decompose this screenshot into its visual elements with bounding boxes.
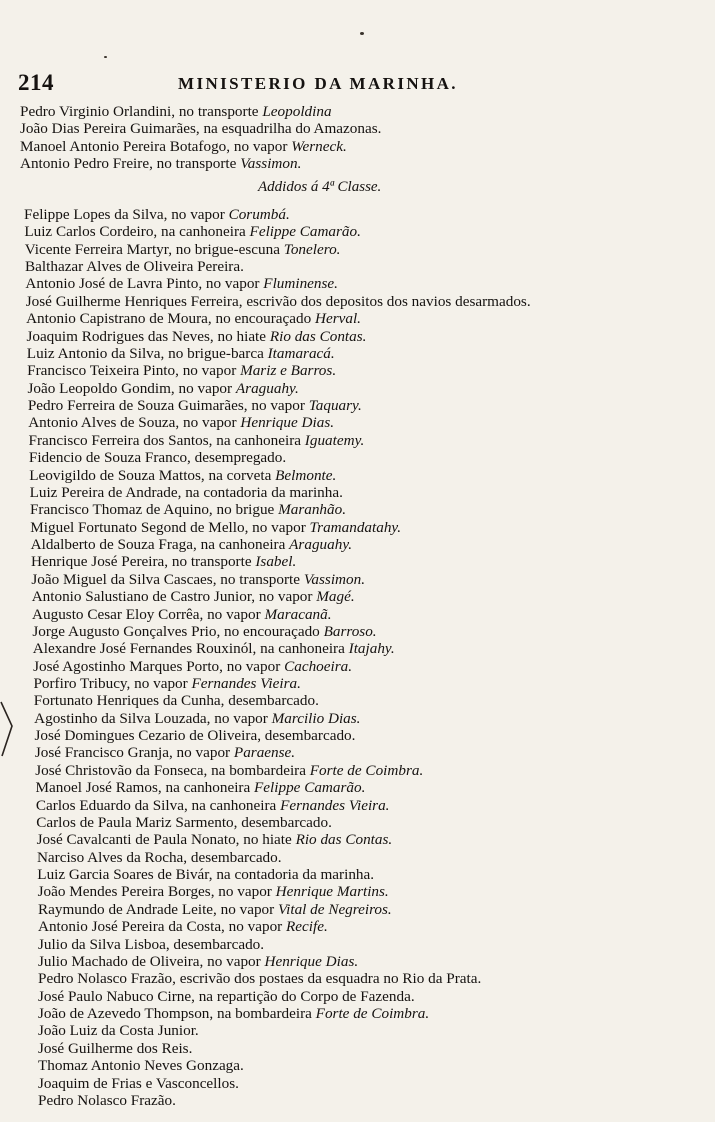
vessel-name: Vassimon. xyxy=(303,570,366,588)
entry-line xyxy=(35,744,295,761)
vessel-name: Leopoldina xyxy=(262,103,332,120)
entry-line xyxy=(38,901,392,918)
vessel-name: Henrique Dias. xyxy=(264,952,359,970)
page-header xyxy=(18,70,488,96)
entry-line xyxy=(30,519,401,536)
entry-text: Miguel Fortunato Segond de Mello, no vapor xyxy=(30,518,310,536)
entry-text: Henrique José Pereira, no transporte xyxy=(31,553,256,571)
entry-text: Jorge Augusto Gonçalves Prio, no encouraçado xyxy=(32,622,324,640)
entry-text: José Cavalcanti de Paula Nonato, no hiate xyxy=(36,831,296,849)
entry-text: João Miguel da Silva Cascaes, no transporte xyxy=(31,570,304,588)
entry-text: Antonio José de Lavra Pinto, no vapor xyxy=(25,275,264,293)
entry-text: João de Azevedo Thompson, na bombardeira xyxy=(38,1005,316,1023)
entry-line xyxy=(27,345,335,362)
entry-line xyxy=(24,223,361,240)
entry-text: José Francisco Granja, no vapor xyxy=(34,744,234,762)
entry-text: Pedro Nolasco Frazão, escrivão dos postaes da esquadra no Rio da Prata. xyxy=(38,970,482,988)
entry-line xyxy=(38,1022,199,1039)
entry-text: Pedro Ferreira de Souza Guimarães, no vapor xyxy=(27,397,309,415)
entry-line xyxy=(38,970,481,987)
vessel-name: Maranhão. xyxy=(278,501,347,519)
entry-text: Augusto Cesar Eloy Corrêa, no vapor xyxy=(32,605,265,623)
vessel-name: Herval. xyxy=(315,310,361,328)
vessel-name: Magé. xyxy=(316,588,355,606)
entry-line xyxy=(28,414,334,431)
entry-text: Luiz Pereira de Andrade, na contadoria da marinha. xyxy=(29,483,343,501)
entry-line xyxy=(30,484,343,501)
vessel-name: Belmonte. xyxy=(275,466,337,484)
entry-text: Antonio Capistrano de Moura, no encouraçado xyxy=(26,310,315,328)
entry-text: João Luiz da Costa Junior. xyxy=(38,1022,199,1040)
vessel-name: Araguahy. xyxy=(235,379,299,397)
entry-text: Aldalberto de Souza Fraga, na canhoneira xyxy=(30,536,290,554)
entry-line xyxy=(32,606,331,623)
vessel-name: Forte de Coimbra. xyxy=(309,761,424,779)
entry-line xyxy=(38,1092,176,1109)
entry-text: João Mendes Pereira Borges, no vapor xyxy=(37,883,276,901)
vessel-name: Araguahy. xyxy=(289,536,353,554)
entry-text: Julio da Silva Lisboa, desembarcado. xyxy=(38,935,265,953)
entry-line xyxy=(35,727,356,744)
entry-line xyxy=(26,328,366,345)
entry-text: Luiz Carlos Cordeiro, na canhoneira xyxy=(24,223,250,241)
entry-text: José Agostinho Marques Porto, no vapor xyxy=(33,657,285,675)
entry-text: Francisco Thomaz de Aquino, no brigue xyxy=(29,501,279,519)
entry-line xyxy=(27,362,336,379)
vessel-name: Itamaracá. xyxy=(267,344,335,362)
entry-line xyxy=(36,814,332,831)
vessel-name: Recife. xyxy=(286,918,328,936)
vessel-name: Paraense. xyxy=(233,744,296,762)
entry-line xyxy=(33,640,395,657)
entry-line xyxy=(33,658,352,675)
entry-text: José Paulo Nabuco Cirne, na repartição do Corpo de Fazenda. xyxy=(38,987,415,1005)
entry-text: Luiz Garcia Soares de Bivár, na contadoria da marinha. xyxy=(37,866,375,884)
entry-line xyxy=(38,1005,429,1022)
entry-text: Manoel Antonio Pereira Botafogo, no vapor xyxy=(20,137,292,155)
entry-text: Pedro Nolasco Frazão. xyxy=(38,1091,176,1109)
vessel-name: Tonelero. xyxy=(283,240,341,258)
entry-text: José Domingues Cezario de Oliveira, desembarcado. xyxy=(34,727,356,745)
entry-text: Porfiro Tribucy, no vapor xyxy=(33,674,192,692)
entry-text: João Leopoldo Gondim, no vapor xyxy=(27,379,236,397)
entry-line xyxy=(29,432,365,449)
entry-text: José Guilherme dos Reis. xyxy=(38,1039,193,1057)
vessel-name: Mariz e Barros. xyxy=(240,362,337,380)
entry-line xyxy=(26,310,361,327)
entry-line xyxy=(38,1057,244,1074)
entry-text: José Christovão da Fonseca, na bombardeira xyxy=(35,761,310,779)
entry-line xyxy=(32,588,355,605)
entry-text: José Guilherme Henriques Ferreira, escrivão dos depositos dos navios desarmados. xyxy=(25,292,531,310)
entry-line xyxy=(28,380,299,397)
vessel-name: Corumbá. xyxy=(228,206,290,223)
entry-line xyxy=(20,155,301,172)
vessel-name: Henrique Dias. xyxy=(240,414,335,432)
page-number: 214 xyxy=(18,70,54,95)
entry-text: Agostinho da Silva Louzada, no vapor xyxy=(34,709,272,727)
entry-text: Pedro Virginio Orlandini, no transporte xyxy=(20,103,263,120)
entry-text: Carlos de Paula Mariz Sarmento, desembarcado. xyxy=(36,813,332,831)
entry-text: Joaquim Rodrigues das Neves, no hiate xyxy=(26,327,270,345)
vessel-name: Fernandes Vieira. xyxy=(280,796,390,814)
entry-line xyxy=(36,779,366,796)
entry-line xyxy=(33,675,300,692)
entry-text: Manoel José Ramos, na canhoneira xyxy=(35,779,255,797)
vessel-name: Felippe Camarão. xyxy=(249,223,361,241)
entry-line xyxy=(25,275,338,292)
vessel-name: Rio das Contas. xyxy=(269,327,367,345)
entry-text: Alexandre José Fernandes Rouxinól, na canhoneira xyxy=(32,640,349,658)
entry-text: Thomaz Antonio Neves Gonzaga. xyxy=(38,1057,244,1075)
vessel-name: Isabel. xyxy=(255,553,297,571)
entry-line xyxy=(28,397,362,414)
entry-text: Francisco Teixeira Pinto, no vapor xyxy=(27,362,241,380)
entry-text: Julio Machado de Oliveira, no vapor xyxy=(38,952,265,970)
vessel-name: Cachoeira. xyxy=(284,657,353,675)
vessel-name: Fluminense. xyxy=(263,275,338,293)
entry-line xyxy=(31,571,365,588)
entry-text: João Dias Pereira Guimarães, na esquadrilha do Amazonas. xyxy=(20,120,382,138)
vessel-name: Werneck. xyxy=(291,137,347,155)
vessel-name: Barroso. xyxy=(323,622,377,640)
section-heading: Addidos á 4ª Classe. xyxy=(258,179,382,195)
entry-line xyxy=(36,797,390,814)
vessel-name: Maracanã. xyxy=(264,605,332,623)
entry-line xyxy=(25,241,341,258)
vessel-name: Tramandatahy. xyxy=(309,518,402,536)
entry-line xyxy=(26,293,531,310)
entry-text: Luiz Antonio da Silva, no brigue-barca xyxy=(26,344,268,362)
entry-line xyxy=(34,710,360,727)
vessel-name: Itajahy. xyxy=(348,640,395,658)
entry-line xyxy=(30,501,346,518)
vessel-name: Taquary. xyxy=(308,397,362,415)
entry-line xyxy=(38,918,328,935)
entry-line xyxy=(29,467,336,484)
entry-text: Antonio Salustiano de Castro Junior, no vapor xyxy=(31,588,317,606)
entry-line xyxy=(20,103,332,120)
vessel-name: Vassimon. xyxy=(240,155,302,173)
entry-line xyxy=(38,936,264,953)
entry-line xyxy=(38,1075,239,1092)
vessel-name: Iguatemy. xyxy=(304,431,365,449)
entry-text: Vicente Ferreira Martyr, no brigue-escuna xyxy=(24,240,284,258)
entry-text: Joaquim de Frias e Vasconcellos. xyxy=(38,1074,239,1092)
entry-text: Balthazar Alves de Oliveira Pereira. xyxy=(25,258,244,276)
entry-line xyxy=(20,138,347,155)
entry-line xyxy=(24,206,290,223)
entry-line xyxy=(38,1040,192,1057)
vessel-name: Marcilio Dias. xyxy=(271,709,361,727)
vessel-name: Fernandes Vieira. xyxy=(191,674,301,692)
entry-line xyxy=(25,258,244,275)
entry-line xyxy=(35,762,423,779)
running-head: MINISTERIO DA MARINHA. xyxy=(178,74,458,93)
vessel-name: Vital de Negreiros. xyxy=(277,900,392,918)
entry-line xyxy=(20,120,381,137)
entry-line xyxy=(37,831,393,848)
entry-line xyxy=(29,449,286,466)
entry-line xyxy=(38,988,415,1005)
entry-text: Carlos Eduardo da Silva, na canhoneira xyxy=(35,796,281,814)
entry-text: Fidencio de Souza Franco, desempregado. xyxy=(28,449,287,467)
ink-speck xyxy=(360,32,364,35)
ink-speck xyxy=(104,56,107,58)
entry-text: Narciso Alves da Rocha, desembarcado. xyxy=(36,848,282,866)
entry-text: Antonio Alves de Souza, no vapor xyxy=(28,414,241,432)
entry-line xyxy=(38,883,389,900)
vessel-name: Forte de Coimbra. xyxy=(315,1005,430,1023)
entry-line xyxy=(34,692,319,709)
entry-text: Felippe Lopes da Silva, no vapor xyxy=(24,206,229,223)
entry-line xyxy=(31,553,296,570)
entry-text: Antonio José Pereira da Costa, no vapor xyxy=(38,918,287,936)
entry-text: Francisco Ferreira dos Santos, na canhoneira xyxy=(28,431,305,449)
entry-line xyxy=(38,953,358,970)
vessel-name: Felippe Camarão. xyxy=(254,779,366,797)
entry-text: Leovigildo de Souza Mattos, na corveta xyxy=(29,466,276,484)
entry-line xyxy=(32,623,376,640)
entry-line xyxy=(37,849,282,866)
vessel-name: Rio das Contas. xyxy=(295,831,393,849)
entry-text: Antonio Pedro Freire, no transporte xyxy=(20,155,241,173)
entry-line xyxy=(31,536,352,553)
entry-line xyxy=(37,866,374,883)
entry-text: Raymundo de Andrade Leite, no vapor xyxy=(38,900,278,918)
page-edge-mark xyxy=(0,700,14,760)
entry-text: Fortunato Henriques da Cunha, desembarcado. xyxy=(33,692,319,710)
vessel-name: Henrique Martins. xyxy=(275,883,389,901)
